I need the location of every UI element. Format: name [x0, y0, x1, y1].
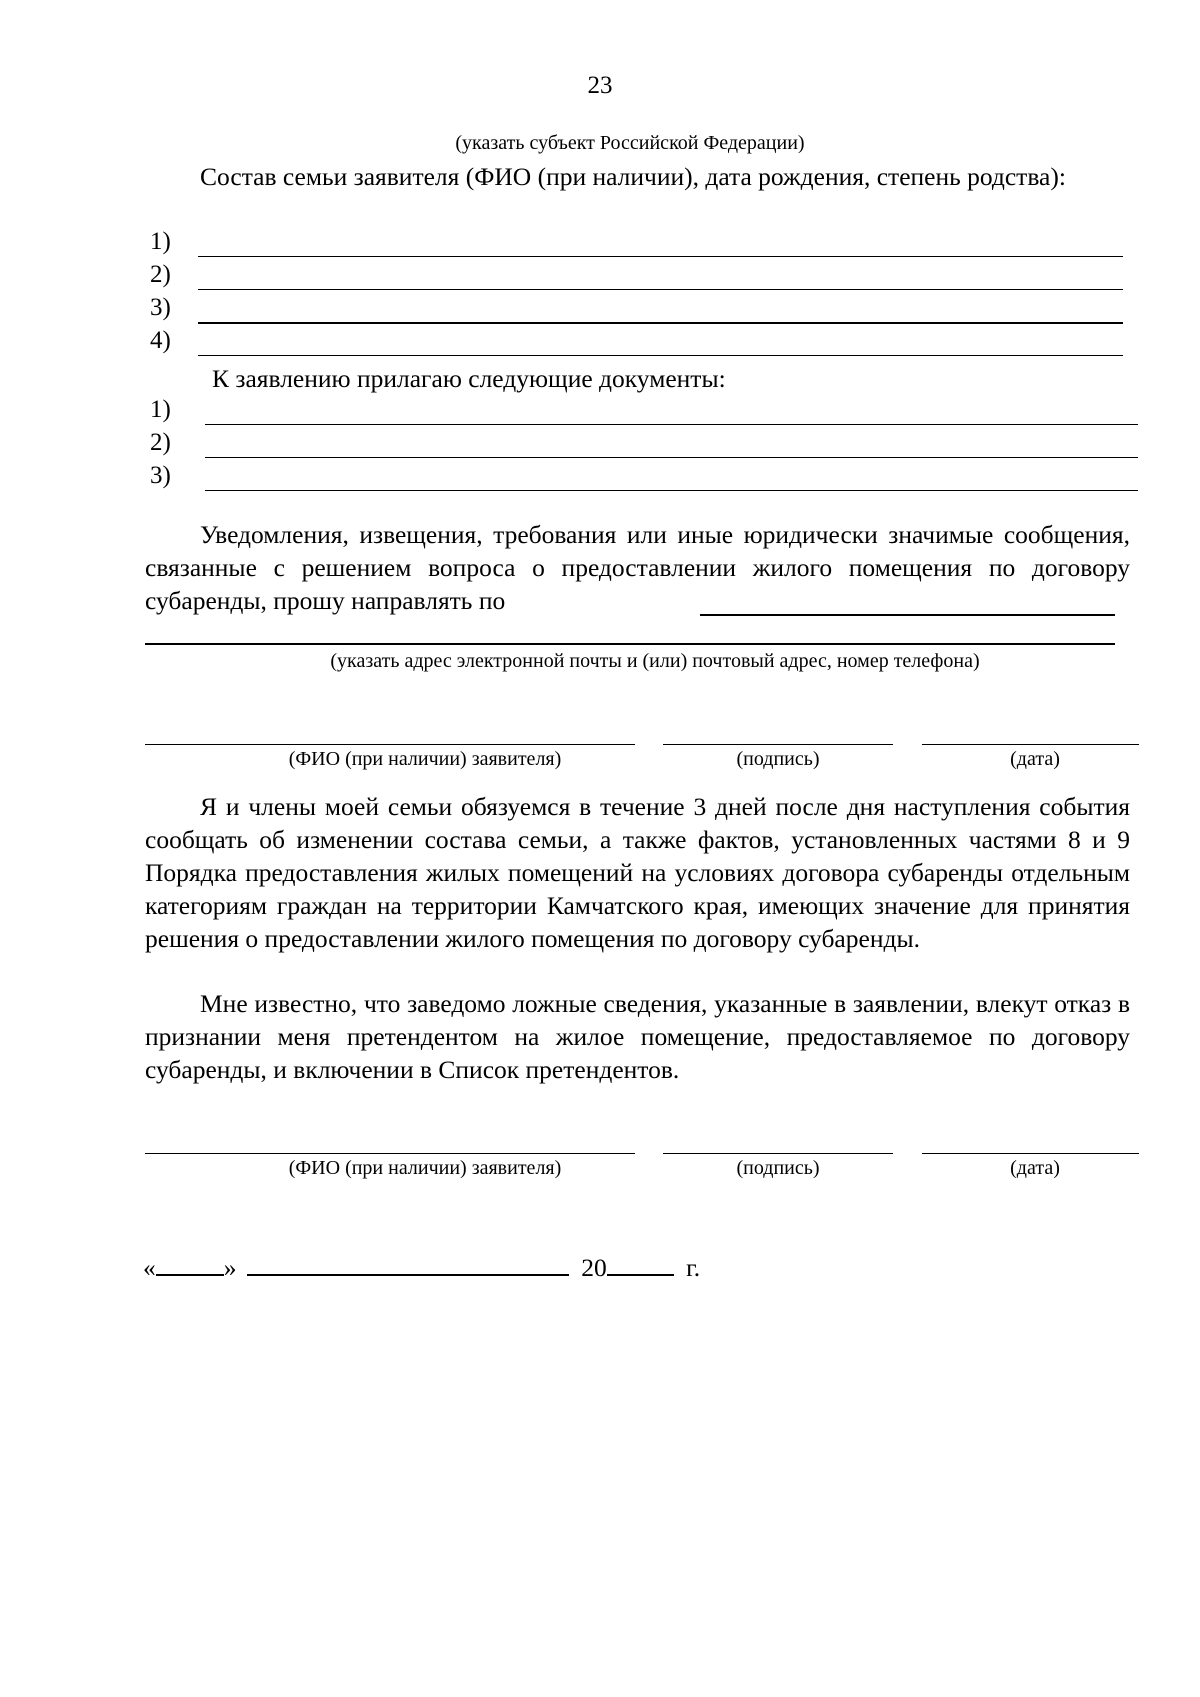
family-item-4-number: 4)	[150, 327, 171, 354]
signature-1-signature-caption: (подпись)	[736, 748, 820, 770]
family-item-2-field[interactable]	[198, 289, 1123, 290]
date-year-field[interactable]	[607, 1248, 674, 1276]
documents-item-3-number: 3)	[150, 462, 171, 489]
signature-2-name-caption: (ФИО (при наличии) заявителя)	[288, 1157, 562, 1179]
signature-1-signature-field[interactable]	[663, 744, 893, 745]
family-item-3-number: 3)	[150, 294, 171, 321]
family-intro: Состав семьи заявителя (ФИО (при наличии), дата рождения, степень родства):	[200, 162, 1066, 191]
documents-item-2-field[interactable]	[205, 457, 1138, 458]
signature-2-name-field[interactable]	[145, 1153, 635, 1154]
obligation-text: Я и члены моей семьи обязуемся в течение 3 дней после дня наступления события сообщать об изменении состава семьи, а также фактов, установленных частями 8 и 9 Порядка предоставления жилых помещений на условиях договора субаренды отдельным категориям граждан на территории Камчатского края, имеющих значение для принятия решения о предоставлении жилого помещения по договору субаренды.	[145, 792, 1130, 953]
page-number: 23	[587, 72, 613, 99]
family-item-1-field[interactable]	[198, 256, 1123, 257]
family-item-3-field[interactable]	[198, 322, 1123, 324]
notifications-text: Уведомления, извещения, требования или иные юридически значимые сообщения, связанные с решением вопроса о предоставлении жилого помещения по договору субаренды, прошу направлять по	[145, 520, 1130, 615]
warning-text: Мне известно, что заведомо ложные сведения, указанные в заявлении, влекут отказ в признании меня претендентом на жилое помещение, предоставляемое по договору субаренды, и включении в Список претендентов.	[145, 989, 1130, 1084]
documents-item-2-number: 2)	[150, 429, 171, 456]
date-line	[143, 1248, 700, 1283]
signature-1-name-field[interactable]	[145, 744, 635, 745]
date-day-field[interactable]	[156, 1248, 224, 1276]
date-open-quote: «	[143, 1253, 156, 1282]
signature-2-date-caption: (дата)	[1010, 1157, 1060, 1179]
signature-2-signature-caption: (подпись)	[736, 1157, 820, 1179]
signature-2-date-field[interactable]	[922, 1153, 1139, 1154]
documents-item-3-field[interactable]	[205, 490, 1138, 491]
documents-item-1-field[interactable]	[205, 424, 1138, 425]
signature-1-name-caption: (ФИО (при наличии) заявителя)	[288, 748, 562, 770]
documents-item-1-number: 1)	[150, 396, 171, 423]
family-item-2-number: 2)	[150, 261, 171, 288]
date-year-prefix: 20	[581, 1253, 607, 1282]
documents-intro: К заявлению прилагаю следующие документы:	[212, 364, 726, 393]
signature-1-date-caption: (дата)	[1010, 748, 1060, 770]
subject-caption: (указать субъект Российской Федерации)	[455, 132, 805, 154]
notifications-caption: (указать адрес электронной почты и (или) почтовый адрес, номер телефона)	[330, 650, 980, 672]
family-item-1-number: 1)	[150, 228, 171, 255]
date-month-field[interactable]	[247, 1248, 569, 1276]
family-item-4-field[interactable]	[198, 355, 1123, 356]
notifications-address-field-2[interactable]	[145, 643, 1115, 645]
signature-1-date-field[interactable]	[922, 744, 1139, 745]
date-year-suffix: г.	[686, 1253, 701, 1282]
notifications-address-field[interactable]	[700, 614, 1115, 616]
date-close-quote: »	[223, 1253, 237, 1282]
signature-2-signature-field[interactable]	[663, 1153, 893, 1154]
